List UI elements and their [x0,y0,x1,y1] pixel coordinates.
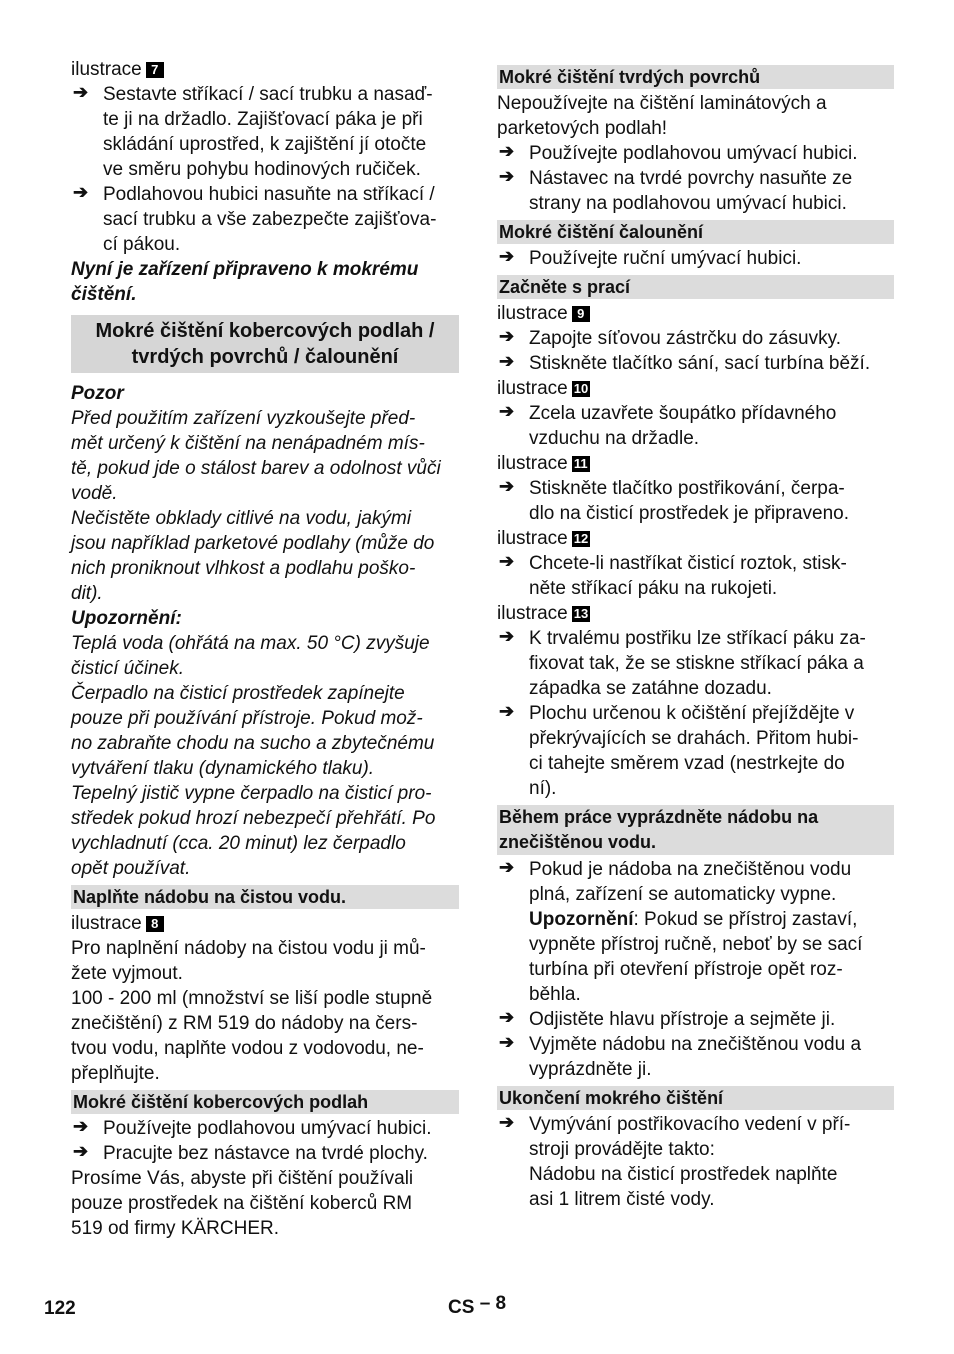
arrow-icon: ➔ [499,1032,515,1052]
arrow-icon: ➔ [73,82,89,102]
subheading: Mokré čištění kobercových podlah [71,1090,459,1114]
figure-ref: ilustrace 11 [497,451,894,476]
arrow-icon: ➔ [499,326,515,346]
subheading: Mokré čištění čalounění [497,220,894,244]
language-page-code: CS – 8 [448,1293,507,1318]
paragraph: Pro naplnění nádoby na čistou vodu ji mů- žete vyjmout. 100 - 200 ml (množství se liší podle stupně znečištění) z RM 519 do nádoby na čers- tvou vodu, naplňte vodou z vodovodu, ne- přeplňujte. [71,938,433,1084]
step-item: ➔ Používejte ruční umývací hubici. [499,246,802,269]
figure-ref: ilustrace 13 [497,603,589,624]
figure-ref: ilustrace 12 [497,528,589,549]
figure-ref: ilustrace 9 [497,301,894,326]
arrow-icon: ➔ [499,857,515,877]
arrow-icon: ➔ [499,401,515,421]
step-item: ➔ Pracujte bez nástavce na tvrdé plochy. [73,1141,428,1164]
arrow-icon: ➔ [73,1141,89,1161]
arrow-icon: ➔ [499,246,515,266]
step-item: ➔ K trvalému postřiku lze stříkací páku za- fixovat tak, že se stiskne stříkací páka a západka se zatáhne dozadu. [499,626,866,699]
step-item: ➔ Vyjměte nádobu na znečištěnou vodu a vyprázdněte ji. [499,1032,862,1080]
paragraph: Nepoužívejte na čištění laminátových a parketových podlah! [497,93,827,139]
right-column [497,63,894,1212]
note-label: Upozornění: [71,608,182,629]
subheading: Během práce vyprázdněte nádobu na znečištěnou vodu. [497,805,894,855]
arrow-icon: ➔ [499,166,515,186]
step-item: ➔ Stiskněte tlačítko sání, sací turbína běží. [499,351,871,374]
arrow-icon: ➔ [499,476,515,496]
page-number: 122 [44,1298,76,1319]
step-item: ➔ Používejte podlahovou umývací hubici. [499,141,858,164]
left-column [71,57,459,1241]
subheading: Ukončení mokrého čištění [497,1086,894,1110]
subheading: Začněte s prací [497,275,894,299]
arrow-icon: ➔ [499,1112,515,1132]
note-label: Upozornění [529,909,634,930]
step-item: ➔ Plochu určenou k očištění přejíždějte v překrývajících se drahách. Přitom hubi- ci tahejte směrem vzad (nestrkejte do ní). [499,701,859,799]
step-item: ➔ Nástavec na tvrdé povrchy nasuňte ze strany na podlahovou umývací hubici. [499,166,853,214]
paragraph: Prosíme Vás, abyste při čištění používali pouze prostředek na čištění koberců RM 519 od firmy KÄRCHER. [71,1168,414,1239]
arrow-icon: ➔ [499,626,515,646]
step-item: ➔ Vymývání postřikovacího vedení v pří- stroji provádějte takto: Nádobu na čisticí prostředek naplňte asi 1 litrem čisté vody. [499,1112,851,1210]
warning-label: Pozor [71,383,124,404]
step-item: ➔ Pokud je nádoba na znečištěnou vodu plná, zařízení se automaticky vypne. Upozornění: Pokud se přístroj zastaví, vypněte přístroj ručně, neboť by se sací turbína při otevření přístroje opět roz- běhla. [499,857,863,1005]
arrow-icon: ➔ [499,351,515,371]
figure-ref: ilustrace 10 [497,378,589,399]
ready-note: Nyní je zařízení připraveno k mokrému čištění. [71,259,419,305]
step-item: ➔ Zapojte síťovou zástrčku do zásuvky. [499,326,841,349]
step-item: ➔ Sestavte stříkací / sací trubku a nasaď- te ji na držadlo. Zajišťovací páka je při skládání uprostřed, k zajištění jí otočte ve směru pohybu hodinových ručiček. [73,82,433,180]
arrow-icon: ➔ [73,1116,89,1136]
subheading: Naplňte nádobu na čistou vodu. [71,885,459,909]
arrow-icon: ➔ [499,1007,515,1027]
arrow-icon: ➔ [499,141,515,161]
arrow-icon: ➔ [499,701,515,721]
step-item: ➔ Zcela uzavřete šoupátko přídavného vzduchu na držadle. [499,401,837,449]
step-item: ➔ Podlahovou hubici nasuňte na stříkací / sací trubku a vše zabezpečte zajišťova- cí pákou. [73,182,437,255]
subheading: Mokré čištění tvrdých povrchů [497,65,894,89]
warning-text: Před použitím zařízení vyzkoušejte před- mět určený k čištění na nenápadném mís- tě, pokud jde o stálost barev a odolnost vůči vodě. Nečistěte obklady citlivé na vodu, jakými jsou například parketové podlahy (může do nich proniknout vlhkost a podlahu poško- dit). [71,408,441,604]
step-item: ➔ Stiskněte tlačítko postřikování, čerpa- dlo na čisticí prostředek je připraveno. [499,476,849,524]
step-item: ➔ Chcete-li nastříkat čisticí roztok, stisk- něte stříkací páku na rukojeti. [499,551,847,599]
note-text: Teplá voda (ohřátá na max. 50 °C) zvyšuje čisticí účinek. Čerpadlo na čisticí prostředek zapínejte pouze při používání přístroje. Pokud mož- no zabraňte chodu na sucho a zbytečnému vytváření tlaku (dynamického tlaku). Tepelný jistič vypne čerpadlo na čisticí pro- středek pokud hrozí nebezpečí přehřátí. Po vychladnutí (cca. 20 minut) lez čerpadlo opět používat. [71,633,436,879]
arrow-icon: ➔ [73,182,89,202]
figure-ref: ilustrace 8 [71,911,459,936]
step-item: ➔ Odjistěte hlavu přístroje a sejměte ji. [499,1007,836,1030]
figure-ref: ilustrace 7 [71,57,459,82]
section-heading: Mokré čištění kobercových podlah / tvrdých povrchů / čalounění [71,315,459,373]
arrow-icon: ➔ [499,551,515,571]
step-item: ➔ Používejte podlahovou umývací hubici. [73,1116,432,1139]
